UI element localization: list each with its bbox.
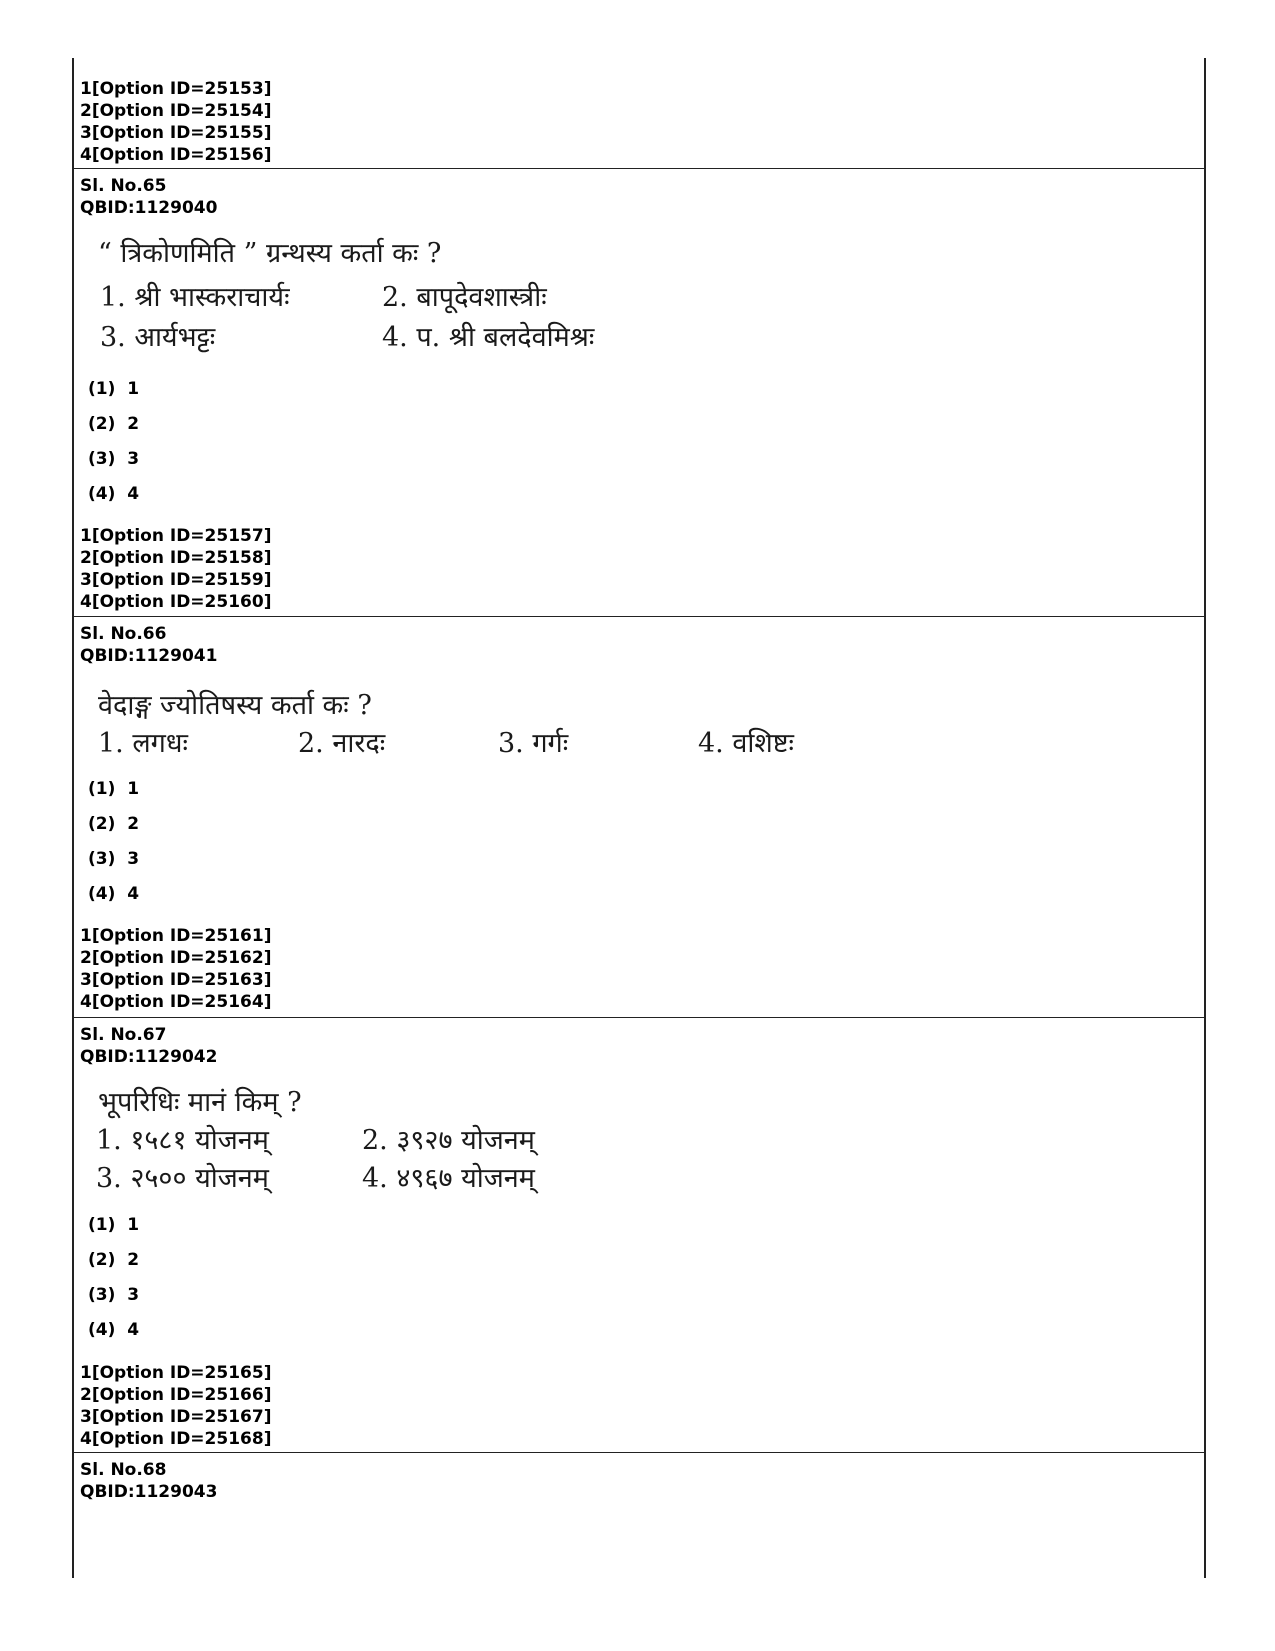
option-id: 2[Option ID=25158] bbox=[80, 548, 272, 568]
serial-number: Sl. No.68 bbox=[80, 1460, 167, 1480]
answer-option[interactable]: (1) 1 bbox=[88, 1215, 140, 1235]
qbid: QBID:1129040 bbox=[80, 198, 218, 218]
option-id: 4[Option ID=25164] bbox=[80, 992, 272, 1012]
choice-4: 4. ४९६७ योजनम् bbox=[362, 1163, 535, 1194]
option-id: 2[Option ID=25154] bbox=[80, 101, 272, 121]
serial-number: Sl. No.66 bbox=[80, 624, 167, 644]
answer-option[interactable]: (1) 1 bbox=[88, 779, 140, 799]
question-image bbox=[74, 1082, 674, 1207]
choice-3: 3. २५०० योजनम् bbox=[96, 1163, 269, 1194]
question-image bbox=[74, 233, 774, 363]
answer-option[interactable]: (4) 4 bbox=[88, 484, 140, 504]
answer-option[interactable]: (2) 2 bbox=[88, 1250, 140, 1270]
question-block-65 bbox=[74, 168, 1204, 616]
answer-option[interactable]: (1) 1 bbox=[88, 379, 140, 399]
question-image bbox=[74, 685, 874, 765]
question-paper-frame bbox=[72, 58, 1206, 1578]
option-id: 3[Option ID=25167] bbox=[80, 1407, 272, 1427]
option-id: 1[Option ID=25153] bbox=[80, 79, 272, 99]
option-id: 1[Option ID=25157] bbox=[80, 526, 272, 546]
answer-option[interactable]: (3) 3 bbox=[88, 849, 140, 869]
question-text: “ त्रिकोणमिति ” ग्रन्थस्य कर्ता कः ? bbox=[98, 238, 442, 269]
answer-option[interactable]: (3) 3 bbox=[88, 449, 140, 469]
qbid: QBID:1129042 bbox=[80, 1047, 218, 1067]
qbid: QBID:1129043 bbox=[80, 1482, 218, 1502]
choice-3: 3. गर्गः bbox=[498, 728, 569, 759]
choice-2: 2. ३९२७ योजनम् bbox=[362, 1125, 535, 1156]
option-id: 4[Option ID=25160] bbox=[80, 592, 272, 612]
question-block-68 bbox=[74, 1452, 1204, 1578]
question-block-67 bbox=[74, 1017, 1204, 1452]
answer-option[interactable]: (2) 2 bbox=[88, 814, 140, 834]
choice-1: 1. श्री भास्कराचार्यः bbox=[100, 282, 290, 313]
choice-1: 1. लगधः bbox=[98, 728, 188, 759]
choice-1: 1. १५८१ योजनम् bbox=[96, 1125, 269, 1156]
answer-option[interactable]: (2) 2 bbox=[88, 414, 140, 434]
answer-list bbox=[88, 1215, 139, 1355]
question-text: भूपरिधिः मानं किम् ? bbox=[98, 1087, 302, 1118]
option-id: 2[Option ID=25162] bbox=[80, 948, 272, 968]
option-id: 4[Option ID=25168] bbox=[80, 1429, 272, 1449]
choice-4: 4. प. श्री बलदेवमिश्रः bbox=[382, 322, 595, 353]
option-id: 4[Option ID=25156] bbox=[80, 145, 272, 165]
answer-option[interactable]: (3) 3 bbox=[88, 1285, 140, 1305]
serial-number: Sl. No.65 bbox=[80, 176, 167, 196]
option-id: 3[Option ID=25163] bbox=[80, 970, 272, 990]
option-id: 1[Option ID=25161] bbox=[80, 926, 272, 946]
choice-2: 2. नारदः bbox=[298, 728, 386, 759]
qbid: QBID:1129041 bbox=[80, 646, 218, 666]
answer-list bbox=[88, 379, 139, 519]
option-id: 3[Option ID=25155] bbox=[80, 123, 272, 143]
serial-number: Sl. No.67 bbox=[80, 1025, 167, 1045]
choice-3: 3. आर्यभट्टः bbox=[100, 322, 216, 353]
answer-list bbox=[88, 779, 139, 919]
option-id: 3[Option ID=25159] bbox=[80, 570, 272, 590]
answer-option[interactable]: (4) 4 bbox=[88, 884, 140, 904]
answer-option[interactable]: (4) 4 bbox=[88, 1320, 140, 1340]
choice-2: 2. बापूदेवशास्त्रीः bbox=[382, 282, 547, 313]
option-id: 1[Option ID=25165] bbox=[80, 1363, 272, 1383]
question-block-66 bbox=[74, 616, 1204, 1017]
option-id: 2[Option ID=25166] bbox=[80, 1385, 272, 1405]
question-text: वेदाङ्ग ज्योतिषस्य कर्ता कः ? bbox=[98, 690, 372, 721]
choice-4: 4. वशिष्टः bbox=[698, 728, 794, 759]
